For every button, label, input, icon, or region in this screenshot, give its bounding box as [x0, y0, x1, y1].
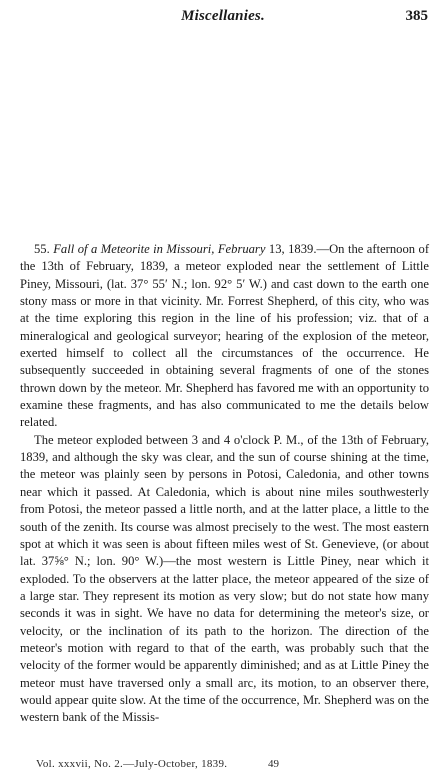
article-body: [20, 241, 429, 727]
paragraph-1-body: On the afternoon of the 13th of February, 1839, a meteor exploded near the settlement of Little Piney, Missouri, (lat. 37° 55′ N.; lon. 92° 5′ W.) and cast down to the earth one stony mass or more in that vicinity. Mr. Forrest Shepherd, of this city, who was at the time exploring this region in the line of his profession; viz. that of a mineralogical and geological surveyor; hearing of the explosion of the meteor, exerted himself to collect all the circumstances of the occurrence. He subsequently succeeded in obtaining several fragments of one of the stones thrown down by the meteor. Mr. Shepherd has favored me with an opportunity to examine these fragments, and has also communicated to me the details below related.: [20, 242, 430, 430]
paragraph-2: The meteor exploded between 3 and 4 o'clock P. M., of the 13th of February, 1839, and although the sky was clear, and the sun of course shining at the time, the meteor was plainly seen by persons in Potosi, Caledonia, and other towns near which it passed. At Caledonia, which is about nine miles southwesterly from Potosi, the meteor passed a little north, and at the latter place, a little to the south of the zenith. Its course was almost precisely to the west. The most eastern spot at which it was seen is about fifteen miles west of St. Genevieve, (or about lat. 37⅝° N.; lon. 90° W.)—the most western is Little Piney, near which it exploded. To the observers at the latter place, the meteor appeared of the size of a large star. They represent its motion as very slow; but do not state how many seconds it was in sight. We have no data for determining the meteor's size, or velocity, or the inclination of its path to the horizon. The direction of the meteor's motion with regard to that of the earth, was probably such that the velocity of the former would be apparently diminished; and as at Little Piney the meteor must have traversed only a small arc, its motion, to an observer there, would appear quite slow. At the time of the occurrence, Mr. Shepherd was on the western bank of the Missis-: [20, 432, 429, 725]
running-head: [18, 8, 428, 30]
paragraph-1: [20, 241, 429, 432]
article-title: Fall of a Meteorite in Missouri,: [53, 242, 215, 256]
section-title: Miscellanies.: [181, 8, 265, 24]
article-title-rest: 13, 1839.—: [268, 242, 330, 256]
article-number: 55.: [34, 242, 50, 256]
signature-mark: 49: [268, 758, 279, 770]
journal-footer: Vol. xxxvii, No. 2.—July-October, 1839.: [36, 758, 228, 770]
page-number: 385: [405, 8, 428, 24]
article-title-date: February: [217, 242, 266, 256]
